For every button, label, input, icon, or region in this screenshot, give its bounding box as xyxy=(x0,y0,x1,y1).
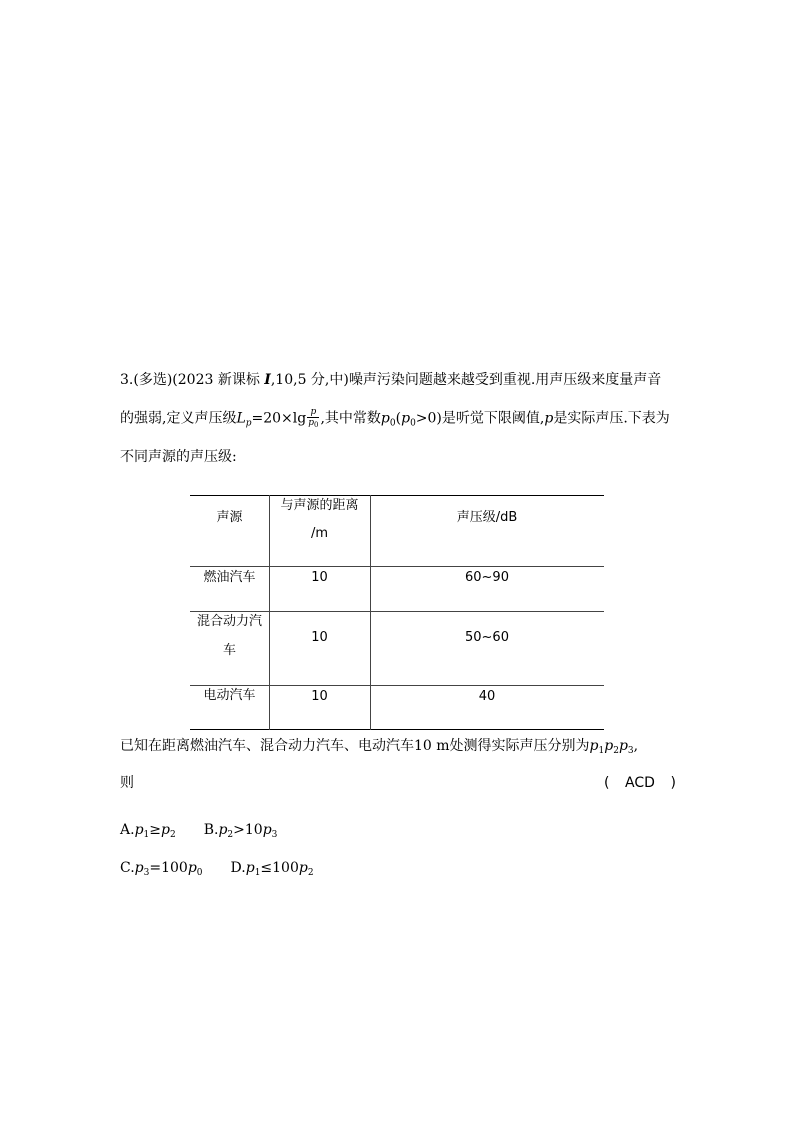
operator: ≤100 xyxy=(260,860,299,876)
sub: 1 xyxy=(598,746,605,756)
question-line-2 xyxy=(120,407,670,434)
operator: >10 xyxy=(233,822,263,838)
var-p: p xyxy=(618,738,628,754)
stem-text: ,其中常数 xyxy=(320,410,381,427)
sub: 0 xyxy=(196,868,203,878)
sub: 3 xyxy=(143,868,150,878)
answer-text: ACD xyxy=(625,775,655,791)
fraction-numerator: p xyxy=(307,407,319,418)
option-b xyxy=(204,820,278,845)
row-source: 燃油汽车 xyxy=(203,570,256,585)
question-stem-line-1: 噪声污染问题越来越受到重视.用声压级来度量声音 xyxy=(348,372,662,388)
question-type-tag: (多选) xyxy=(133,372,173,388)
option-c xyxy=(120,858,203,883)
var-p: p xyxy=(134,860,144,876)
table-top-rule xyxy=(190,495,604,496)
sub: 1 xyxy=(254,868,261,878)
question-source-open: (2023 新课标 xyxy=(172,372,265,388)
row-source-line1: 混合动力汽 xyxy=(196,614,262,629)
var-p: p xyxy=(544,410,554,427)
question-line-1 xyxy=(120,370,661,390)
den-sub: 0 xyxy=(314,421,319,429)
sub: 3 xyxy=(271,830,278,840)
option-label: A. xyxy=(120,822,135,838)
sub: 2 xyxy=(169,830,176,840)
answer-close: ) xyxy=(670,775,676,791)
row-source-line2: 车 xyxy=(222,643,236,658)
header-source: 声源 xyxy=(216,510,243,525)
header-level: 声压级/dB xyxy=(456,510,518,525)
options-row-1 xyxy=(120,820,305,845)
sub: 2 xyxy=(613,746,619,756)
question-source-roman: I xyxy=(264,372,271,388)
header-distance-line2: /m xyxy=(310,526,329,541)
operator: =100 xyxy=(149,860,188,876)
row-source: 电动汽车 xyxy=(203,688,256,703)
question-line-3: 不同声源的声压级: xyxy=(120,449,237,465)
row-distance: 10 xyxy=(311,570,328,585)
known-condition-line xyxy=(120,736,638,761)
sub-0: 0 xyxy=(389,418,396,429)
header-distance-line1: 与声源的距离 xyxy=(280,498,359,513)
question-source-close: ,10,5 分,中) xyxy=(270,372,349,388)
fraction xyxy=(307,407,319,430)
table-bottom-rule xyxy=(190,729,604,730)
var-p: p xyxy=(161,822,170,838)
sub: 3 xyxy=(627,746,634,756)
operator: ≥ xyxy=(149,822,161,838)
var-p: p xyxy=(298,860,308,876)
var-L: L xyxy=(236,410,246,427)
stem-text: 的强弱,定义声压级 xyxy=(120,410,237,427)
sub: 2 xyxy=(227,830,234,840)
fraction-denominator xyxy=(307,418,319,430)
var-p: p xyxy=(134,822,144,838)
question-number: 3. xyxy=(120,372,134,388)
formula-eq: =20×lg xyxy=(251,410,307,427)
options-row-2 xyxy=(120,858,342,883)
option-a xyxy=(120,820,176,845)
var-p: p xyxy=(589,738,599,754)
sound-level-table xyxy=(190,495,604,730)
row-distance: 10 xyxy=(311,689,328,704)
var-p: p xyxy=(187,860,197,876)
stem-text: >0)是听觉下限阈值, xyxy=(415,410,545,427)
den-p: p xyxy=(308,418,314,428)
var-p: p xyxy=(262,822,272,838)
row-distance: 10 xyxy=(311,630,328,645)
var-p0: p xyxy=(380,410,390,427)
then-line: 则 xyxy=(120,775,134,791)
sub-0: 0 xyxy=(410,418,416,429)
sub: 2 xyxy=(307,868,314,878)
row-level: 50~60 xyxy=(465,630,509,645)
stem-text: 已知在距离燃油汽车、混合动力汽车、电动汽车10 m处测得实际声压分别为 xyxy=(120,738,590,754)
sub: 1 xyxy=(143,830,150,840)
option-label: D. xyxy=(230,860,246,876)
row-level: 40 xyxy=(478,689,496,704)
row-level: 60~90 xyxy=(465,570,509,585)
sub-p: p xyxy=(245,418,252,429)
stem-text: 是实际声压.下表为 xyxy=(553,410,670,427)
paren: ( xyxy=(395,410,402,427)
var-p: p xyxy=(604,738,614,754)
option-d xyxy=(231,858,314,883)
var-p: p xyxy=(245,860,255,876)
answer-open: ( xyxy=(604,775,610,791)
var-p0: p xyxy=(401,410,411,427)
option-label: B. xyxy=(203,822,219,838)
answer-bracket xyxy=(604,773,676,793)
punct: , xyxy=(633,738,639,754)
var-p: p xyxy=(218,822,228,838)
option-label: C. xyxy=(120,860,135,876)
